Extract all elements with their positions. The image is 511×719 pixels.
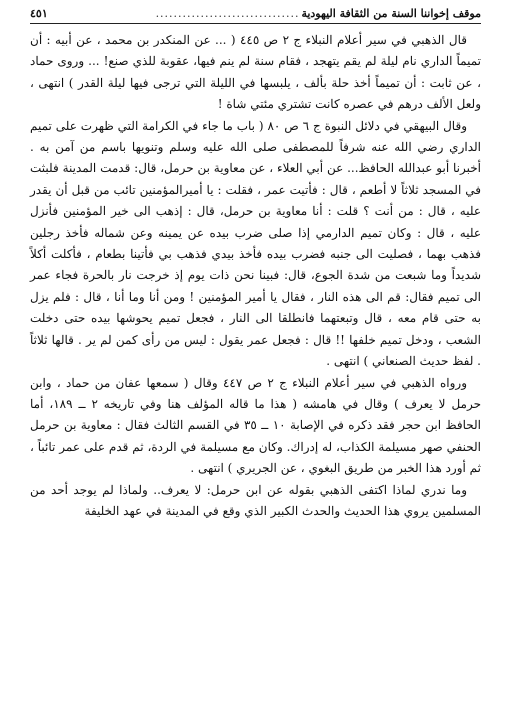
paragraph-3: ورواه الذهبي في سير أعلام النبلاء ج ٢ ص ٤٤٧ وقال ( سمعها عفان من حماد ، وابن حرمل لا يعرف ) وقال في هامشه ( هذا ما قاله المؤلف هنا وفي تاريخه ٢ ــ ١٨٩، أما الحافظ ابن حجر فقد ذكره في الإصابة ١٠ ــ ٣٥ في القسم الثالث فقال : معاوية بن حرمل الحنفي صهر مسيلمة الكذاب، له إدراك. وكان مع مسيلمة في الردة، ثم قدم على عمر تائباً ، ثم أورد هذا الخبر من طريق البغوي ، عن الجريري ) انتهى . <box>30 375 481 476</box>
paragraph-1: قال الذهبي في سير أعلام النبلاء ج ٢ ص ٤٤٥ ( ... عن المنكدر بن محمد ، عن أبيه : أن تميماً الداري نام ليلة لم يقم يتهجد ، فقام سنة لم ينم فيها، عقوبة للذي صنع! ... وروى حماد ، عن ثابت : أن تميماً أخذ حلة بألف ، يلبسها في الليلة التي ترجى فيها ليلة القدر ) انتهى ، ولعل الألف درهم في عصره كانت تشتري مئتي شاة ! <box>30 33 481 112</box>
running-header <box>30 6 481 24</box>
paragraph-4: وما ندري لماذا اكتفى الذهبي بقوله عن ابن حرمل: لا يعرف.. ولماذا لم يوجد أحد من المسلمين يروي هذا الحديث والحدث الكبير الذي وقع في المدينة في عهد الخليفة <box>30 482 481 518</box>
header-title: موقف إخواننا السنة من الثقافة اليهودية <box>301 7 481 20</box>
body-text <box>30 30 481 522</box>
header-leader-dots: ................................ <box>155 7 300 20</box>
page-number: ٤٥١ <box>30 7 48 20</box>
paragraph-2: وقال البيهقي في دلائل النبوة ج ٦ ص ٨٠ ( باب ما جاء في الكرامة التي ظهرت على تميم الداري رضي الله عنه شرفاً للمصطفى صلى الله عليه وسلم وتنويها باسم من آمن به . أخبرنا أبو عبدالله الحافظ... عن أبي العلاء ، عن معاوية بن حرمل، قال: قدمت المدينة فلبثت في المسجد ثلاثاً لا أطعم ، قال : فأتيت عمر ، فقلت : يا أميرالمؤمنين تائب من قبل أن يقدر عليه ، قال : من أنت ؟ قلت : أنا معاوية بن حرمل، قال : إذهب الى خير المؤمنين فأنزل عليه ، قال : وكان تميم الدارمي إذا صلى ضرب بيده عن يمينه وعن شماله فأخذ رجلين فذهب بهما ، فصليت الى جنبه فضرب بيده فأخذ بيدي فذهب بي فأتينا بطعام ، فأكلت أكلاً شديداً وما شبعت من شدة الجوع، قال: فبينا نحن ذات يوم إذ خرجت نار بالحرة فجاء عمر الى تميم فقال: قم الى هذه النار ، فقال يا أمير المؤمنين ! ومن أنا وما أنا ، قال : فلم يزل به حتى قام معه ، قال وتبعتهما فانطلقا الى النار ، فجعل تميم يحوشها بيده حتى دخلت الشعب ، ودخل تميم خلفها !! قال : فجعل عمر يقول : ليس من رأى كمن لم ير . قالها ثلاثاً . لفظ حديث الصنعاني ) انتهى . <box>30 118 481 369</box>
